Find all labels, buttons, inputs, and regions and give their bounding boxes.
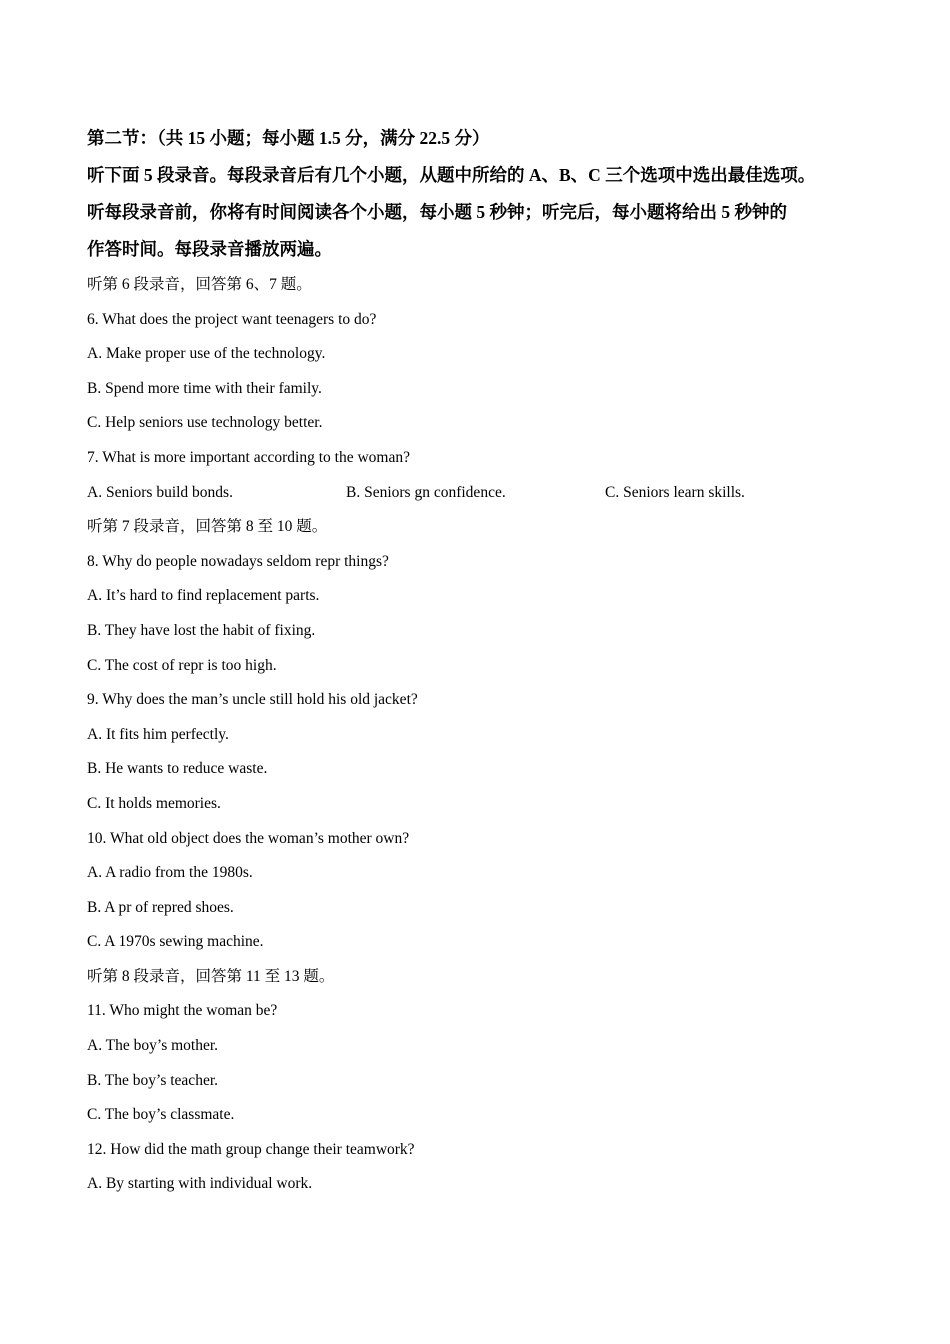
group-intro: 听第 8 段录音，回答第 11 至 13 题。 <box>87 967 335 985</box>
question-stem: 9. Why does the man’s uncle still hold his old jacket? <box>87 691 418 709</box>
option-b: B. Spend more time with their family. <box>87 379 322 397</box>
option-b: B. A pr of repred shoes. <box>87 898 234 916</box>
option-b: B. They have lost the habit of fixing. <box>87 621 316 639</box>
section-instructions-line-3: 作答时间。每段录音播放两遍。 <box>87 239 332 259</box>
option-c: C. A 1970s sewing machine. <box>87 933 264 951</box>
option-b: B. The boy’s teacher. <box>87 1071 219 1089</box>
option-c: C. Help seniors use technology better. <box>87 414 323 432</box>
options-row <box>87 476 887 511</box>
group-intro: 听第 6 段录音，回答第 6、7 题。 <box>87 276 312 293</box>
question-stem: 11. Who might the woman be? <box>87 1002 278 1020</box>
question-stem: 10. What old object does the woman’s mother own? <box>87 829 410 847</box>
question-stem: 8. Why do people nowadays seldom repr things? <box>87 552 389 570</box>
group-intro: 听第 7 段录音，回答第 8 至 10 题。 <box>87 518 328 536</box>
section-instructions-line-1: 听下面 5 段录音。每段录音后有几个小题，从题中所给的 A、B、C 三个选项中选出最佳选项。 <box>87 165 816 185</box>
option-c: C. The cost of repr is too high. <box>87 656 277 674</box>
option-b: B. He wants to reduce waste. <box>87 760 268 778</box>
section-instructions-line-2: 听每段录音前，你将有时间阅读各个小题，每小题 5 秒钟；听完后，每小题将给出 5 秒钟的 <box>87 202 787 222</box>
option-c: C. Seniors learn skills. <box>605 483 745 501</box>
question-stem: 7. What is more important according to the woman? <box>87 448 410 466</box>
option-b: B. Seniors gn confidence. <box>346 483 506 501</box>
question-stem: 12. How did the math group change their teamwork? <box>87 1140 415 1158</box>
option-a: A. Seniors build bonds. <box>87 483 233 501</box>
option-a: A. It fits him perfectly. <box>87 725 229 743</box>
section-title: 第二节：（共 15 小题；每小题 1.5 分，满分 22.5 分） <box>87 128 490 148</box>
option-a: A. The boy’s mother. <box>87 1037 219 1055</box>
option-c: C. It holds memories. <box>87 794 221 812</box>
option-a: A. A radio from the 1980s. <box>87 864 253 882</box>
option-a: A. By starting with individual work. <box>87 1175 313 1193</box>
question-stem: 6. What does the project want teenagers to do? <box>87 310 377 328</box>
option-a: A. It’s hard to find replacement parts. <box>87 587 320 605</box>
option-a: A. Make proper use of the technology. <box>87 345 326 363</box>
exam-page <box>87 120 887 1202</box>
option-c: C. The boy’s classmate. <box>87 1106 235 1124</box>
